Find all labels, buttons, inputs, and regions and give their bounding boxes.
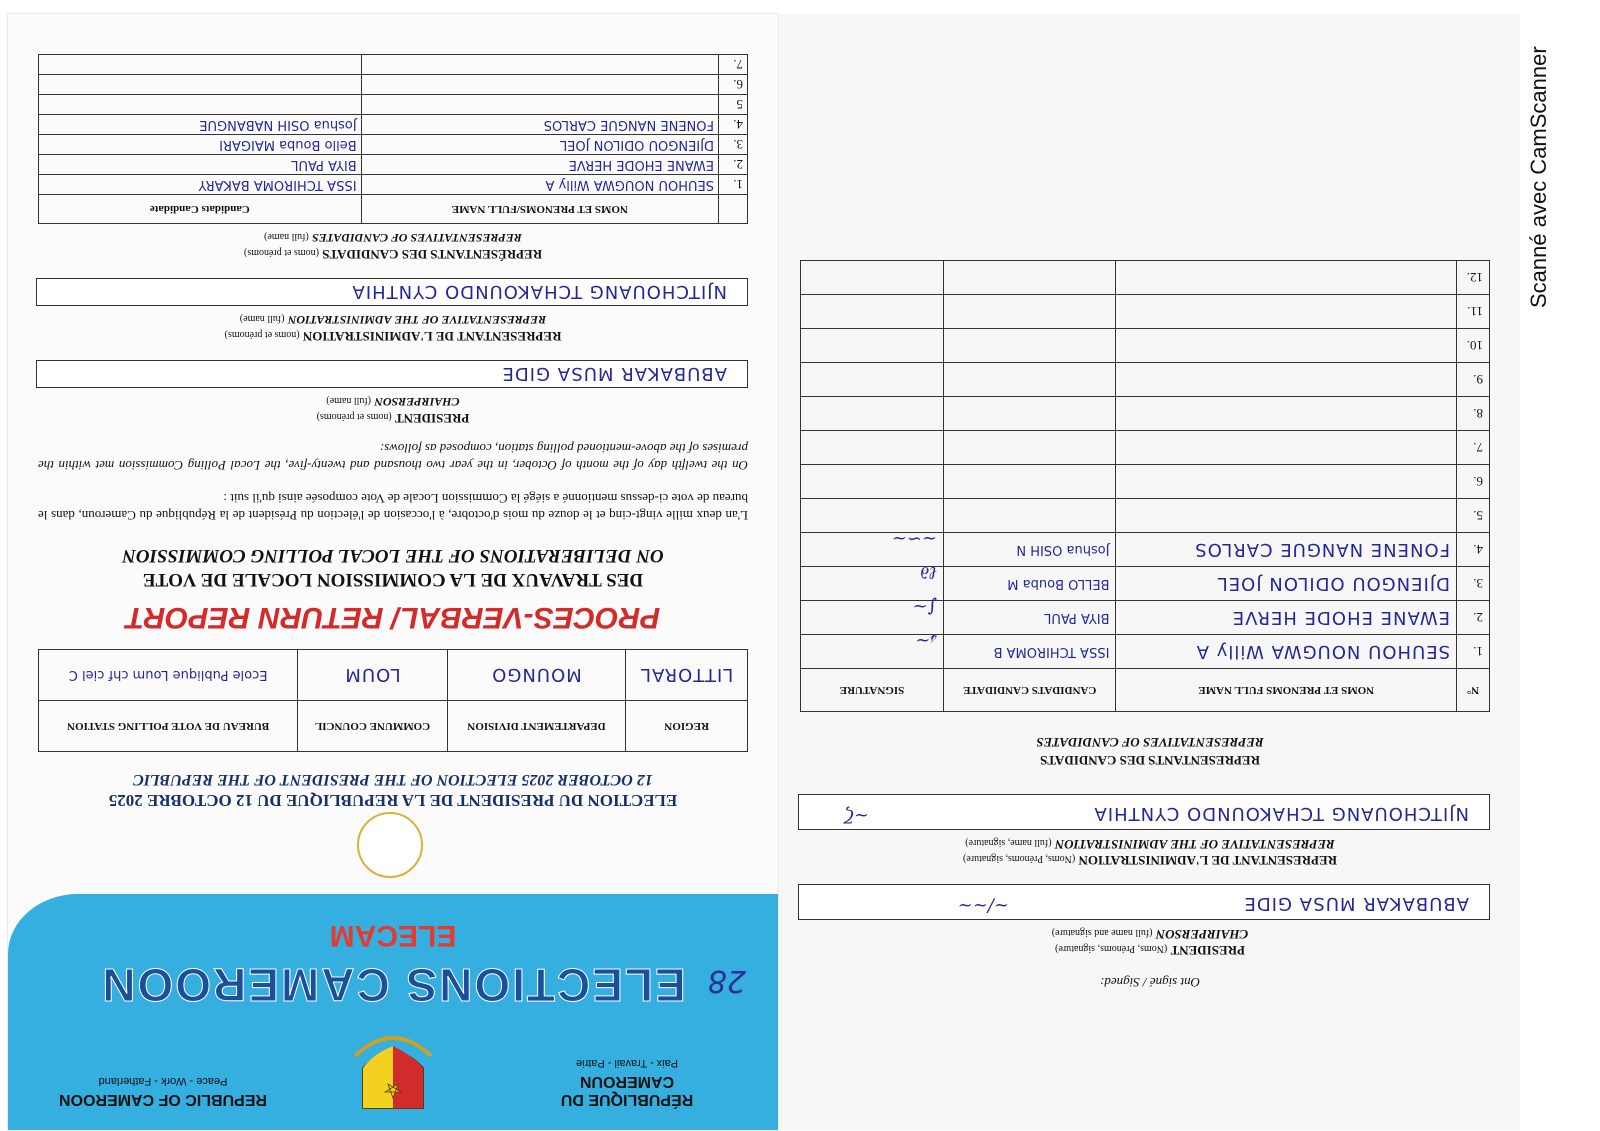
header-region: REGION bbox=[626, 701, 748, 752]
council-value: LOUM bbox=[344, 664, 401, 686]
r-reps-en-label: REPRESENTATIVES OF CANDIDATES bbox=[1036, 735, 1264, 750]
table-row: 11. bbox=[801, 295, 1490, 329]
coat-of-arms-icon bbox=[353, 1028, 433, 1116]
admin-name-box bbox=[36, 278, 748, 306]
representatives-table bbox=[38, 54, 748, 224]
motto-en: Peace - Work - Fatherland bbox=[98, 1075, 228, 1087]
president-note: (noms et prénoms) bbox=[316, 411, 392, 422]
president-label: PRESIDENT bbox=[394, 411, 470, 426]
table-row: 4. FONENE NANGUE CARLOS Joshua OSIH N ~∽~ bbox=[801, 533, 1490, 567]
rep-candidate: BELLO Bouba M bbox=[944, 567, 1117, 601]
r-president-note: (Noms, Prénoms, signature) bbox=[1055, 943, 1168, 954]
table-row: 3. DJIENGOU ODILON JOEL BELLO Bouba M ℓ∂ bbox=[801, 567, 1490, 601]
signature-icon: ∫~ bbox=[912, 596, 937, 618]
admin-en-label: REPRESENTATIVE OF THE ADMINISTRATION bbox=[287, 313, 547, 327]
table-row: 1. SEUHOU NOUGWA Willy A ISSA TCHIROMA B 𝓈~ bbox=[801, 635, 1490, 669]
location-value-row bbox=[39, 650, 748, 701]
table-row: 12. bbox=[801, 261, 1490, 295]
header-council: COMMUNE COUNCIL bbox=[298, 701, 447, 752]
camscanner-watermark bbox=[1524, 30, 1554, 310]
reps-en-label: REPRESENTATIVES OF CANDIDATES bbox=[312, 231, 522, 245]
r-admin-en-note: (full name, signature) bbox=[965, 837, 1052, 848]
location-header-row bbox=[39, 701, 748, 752]
rep-name: FONENE NANGUE CARLOS bbox=[1116, 533, 1457, 567]
president-name: ABUBAKAR MUSA GIDE bbox=[501, 363, 727, 384]
elecam-seal-icon bbox=[357, 812, 423, 878]
left-page bbox=[8, 14, 778, 1130]
admin-label-block bbox=[8, 328, 778, 344]
rep-candidate: Bello Bouba MAIGARI bbox=[39, 135, 362, 155]
reps-header-name: NOMS ET PRENOMS/FULL NAME bbox=[361, 195, 718, 224]
r-president-label: PRESIDENT bbox=[1170, 943, 1245, 958]
rep-name: SEUHOU NOUGWA Willy A bbox=[361, 175, 718, 195]
table-row: 8. bbox=[801, 397, 1490, 431]
rep-candidate: ISSA TCHIROMA BAKARY bbox=[39, 175, 362, 195]
president-label-block bbox=[8, 410, 778, 426]
r-admin-label-block bbox=[780, 852, 1520, 868]
table-row: 2. EWANE EHODE HERVE BIYA PAUL ∫~ bbox=[801, 601, 1490, 635]
rep-candidate: BIYA PAUL bbox=[39, 155, 362, 175]
table-row: 7. bbox=[801, 431, 1490, 465]
admin-en-note: (full name) bbox=[239, 313, 285, 324]
r-president-label-block bbox=[780, 942, 1520, 958]
chairperson-label-block bbox=[8, 394, 778, 410]
table-row: 10. bbox=[801, 329, 1490, 363]
r-admin-note: (Noms, Prénoms, signature) bbox=[962, 853, 1076, 864]
table-row: 2. EWANE EHODE HERVE BIYA PAUL bbox=[39, 155, 748, 175]
page-number: 28 bbox=[707, 963, 746, 998]
signature-icon: 𝓈~ bbox=[915, 630, 937, 652]
r-chairperson-note: (full name and signature) bbox=[1051, 927, 1153, 938]
reps-label-block bbox=[8, 246, 778, 262]
r-admin-en-label: REPRESENTATIVE OF THE ADMINISTRATION bbox=[1054, 837, 1335, 852]
motto-fr: Paix - Travail - Patrie bbox=[575, 1057, 679, 1069]
polling-station-value: Ecole Publique Loum chf ciel C bbox=[68, 667, 268, 682]
right-page bbox=[780, 14, 1520, 1130]
election-title-en: 12 OCTOBER 2025 ELECTION OF THE PRESIDENT OF THE REPUBLIC bbox=[133, 771, 653, 788]
division-value: MOUNGO bbox=[491, 664, 582, 686]
admin-en-label-block bbox=[8, 312, 778, 328]
president-name-box bbox=[36, 360, 748, 388]
table-row: 6. bbox=[801, 465, 1490, 499]
watermark-text: Scanné avec CamScanner bbox=[1526, 46, 1551, 308]
signature-icon: ~∽~ bbox=[891, 528, 937, 550]
admin-signature-icon: ~ζ bbox=[844, 805, 869, 826]
table-row: 6. bbox=[39, 75, 748, 95]
location-table bbox=[38, 649, 748, 752]
r-president-name-box bbox=[798, 884, 1490, 920]
rep-candidate: Joshua OSIH N bbox=[944, 533, 1117, 567]
reps-label: REPRÉSENTANTS DES CANDIDATS bbox=[322, 247, 543, 262]
rep-candidate: Joshua OSIH NABANGUE bbox=[39, 115, 362, 135]
reps-en-note: (full name) bbox=[264, 231, 309, 242]
r-reps-label-block bbox=[780, 752, 1520, 768]
rep-name: EWANE EHODE HERVE bbox=[1116, 601, 1457, 635]
table-row: 1. SEUHOU NOUGWA Willy A ISSA TCHIROMA BAKARY bbox=[39, 175, 748, 195]
pv-subtitle-fr: DES TRAVAUX DE LA COMMISSION LOCALE DE VOTE bbox=[142, 569, 644, 590]
rep-name: FONENE NANGUE CARLOS bbox=[361, 115, 718, 135]
sig-header-number: N° bbox=[1457, 669, 1490, 712]
r-admin-en-label-block bbox=[780, 836, 1520, 852]
r-admin-name: NJITCHOUANG TCHAKOUNDO CYNTHIA bbox=[1093, 803, 1469, 824]
pv-subtitle-en: ON DELIBERATIONS OF THE LOCAL POLLING COMMISSION bbox=[122, 545, 664, 566]
sig-header-candidate: CANDIDATS CANDIDATE bbox=[944, 669, 1117, 712]
rep-candidate: ISSA TCHIROMA B bbox=[944, 635, 1117, 669]
r-reps-label: REPRESENTANTS DES CANDIDATS bbox=[1040, 753, 1260, 768]
header-division: DEPARTEMENT DIVISION bbox=[447, 701, 626, 752]
elections-cameroon-title: ELECTIONS CAMEROON bbox=[100, 959, 686, 1011]
rep-name: DJIENGOU ODILON JOEL bbox=[361, 135, 718, 155]
reps-header-candidate: Candidats Candidate bbox=[39, 195, 362, 224]
signature-table bbox=[800, 260, 1490, 712]
table-row: 7. bbox=[39, 55, 748, 75]
r-admin-label: REPRESENTANT DE L'ADMINISTRATION bbox=[1078, 853, 1338, 868]
region-value: LITTORAL bbox=[639, 664, 734, 686]
admin-label: REPRESENTANT DE L'ADMINISTRATION bbox=[302, 329, 562, 344]
rep-name: DJIENGOU ODILON JOEL bbox=[1116, 567, 1457, 601]
admin-note: (noms et prénoms) bbox=[224, 329, 300, 340]
sig-header-name: NOMS ET PRENOMS FULL NAME bbox=[1116, 669, 1457, 712]
signature-icon: ℓ∂ bbox=[920, 562, 937, 584]
rep-name: SEUHOU NOUGWA Willy A bbox=[1116, 635, 1457, 669]
rep-candidate: BIYA PAUL bbox=[944, 601, 1117, 635]
r-admin-name-box bbox=[798, 794, 1490, 830]
table-row: 5. bbox=[801, 499, 1490, 533]
president-signature-icon: ~/~~ bbox=[957, 895, 1009, 916]
r-president-name: ABUBAKAR MUSA GIDE bbox=[1243, 893, 1469, 914]
chairperson-note: (full name) bbox=[326, 395, 372, 406]
chairperson-label: CHAIRPERSON bbox=[374, 395, 460, 409]
reps-header-row bbox=[39, 195, 748, 224]
signed-label: Ont signé / Signed: bbox=[1100, 975, 1201, 990]
table-row: 3. DJIENGOU ODILON JOEL Bello Bouba MAIGARI bbox=[39, 135, 748, 155]
election-title-fr: ELECTION DU PRESIDENT DE LA REPUBLIQUE DU 12 OCTOBRE 2025 bbox=[108, 791, 678, 810]
sig-header-signature: SIGNATURE bbox=[801, 669, 944, 712]
pv-title: PROCES-VERBAL/ RETURN REPORT bbox=[125, 601, 661, 634]
intro-paragraph-en: On the twelfth day of the month of October, in the year two thousand and twenty-five, the Local Polling Commission met within the premises of the above-mentioned polling station, composed as follows: bbox=[38, 441, 748, 473]
elecam-title: ELECAM bbox=[329, 919, 457, 952]
r-chairperson-label: CHAIRPERSON bbox=[1155, 927, 1249, 942]
reps-note: (noms et prénoms) bbox=[243, 247, 319, 258]
republic-fr-block bbox=[512, 1057, 742, 1108]
r-reps-en-label-block bbox=[780, 734, 1520, 750]
reps-en-label-block bbox=[8, 230, 778, 246]
r-chairperson-label-block bbox=[780, 926, 1520, 942]
republic-en-block bbox=[48, 1075, 278, 1108]
intro-paragraph-fr: L'an deux mille vingt-cinq et le douze du mois d'octobre, à l'occasion de l'élection du Président de la République du Cameroun, dans le bureau de vote ci-dessus mentionné a siégé la Commission Locale de Vote composée ainsi qu'il suit : bbox=[38, 491, 748, 523]
header-banner bbox=[8, 894, 778, 1130]
header-polling-station: BUREAU DE VOTE POLLING STATION bbox=[39, 701, 298, 752]
table-row: 5 bbox=[39, 95, 748, 115]
table-row: 4. FONENE NANGUE CARLOS Joshua OSIH NABANGUE bbox=[39, 115, 748, 135]
rep-name: EWANE EHODE HERVE bbox=[361, 155, 718, 175]
admin-name: NJITCHOUANG TCHAKOUNDO CYNTHIA bbox=[351, 281, 727, 302]
sig-header-row bbox=[801, 669, 1490, 712]
table-row: 9. bbox=[801, 363, 1490, 397]
republic-en: REPUBLIC OF CAMEROON bbox=[59, 1091, 267, 1108]
republic-fr: RÉPUBLIQUE DU CAMEROUN bbox=[560, 1073, 694, 1108]
